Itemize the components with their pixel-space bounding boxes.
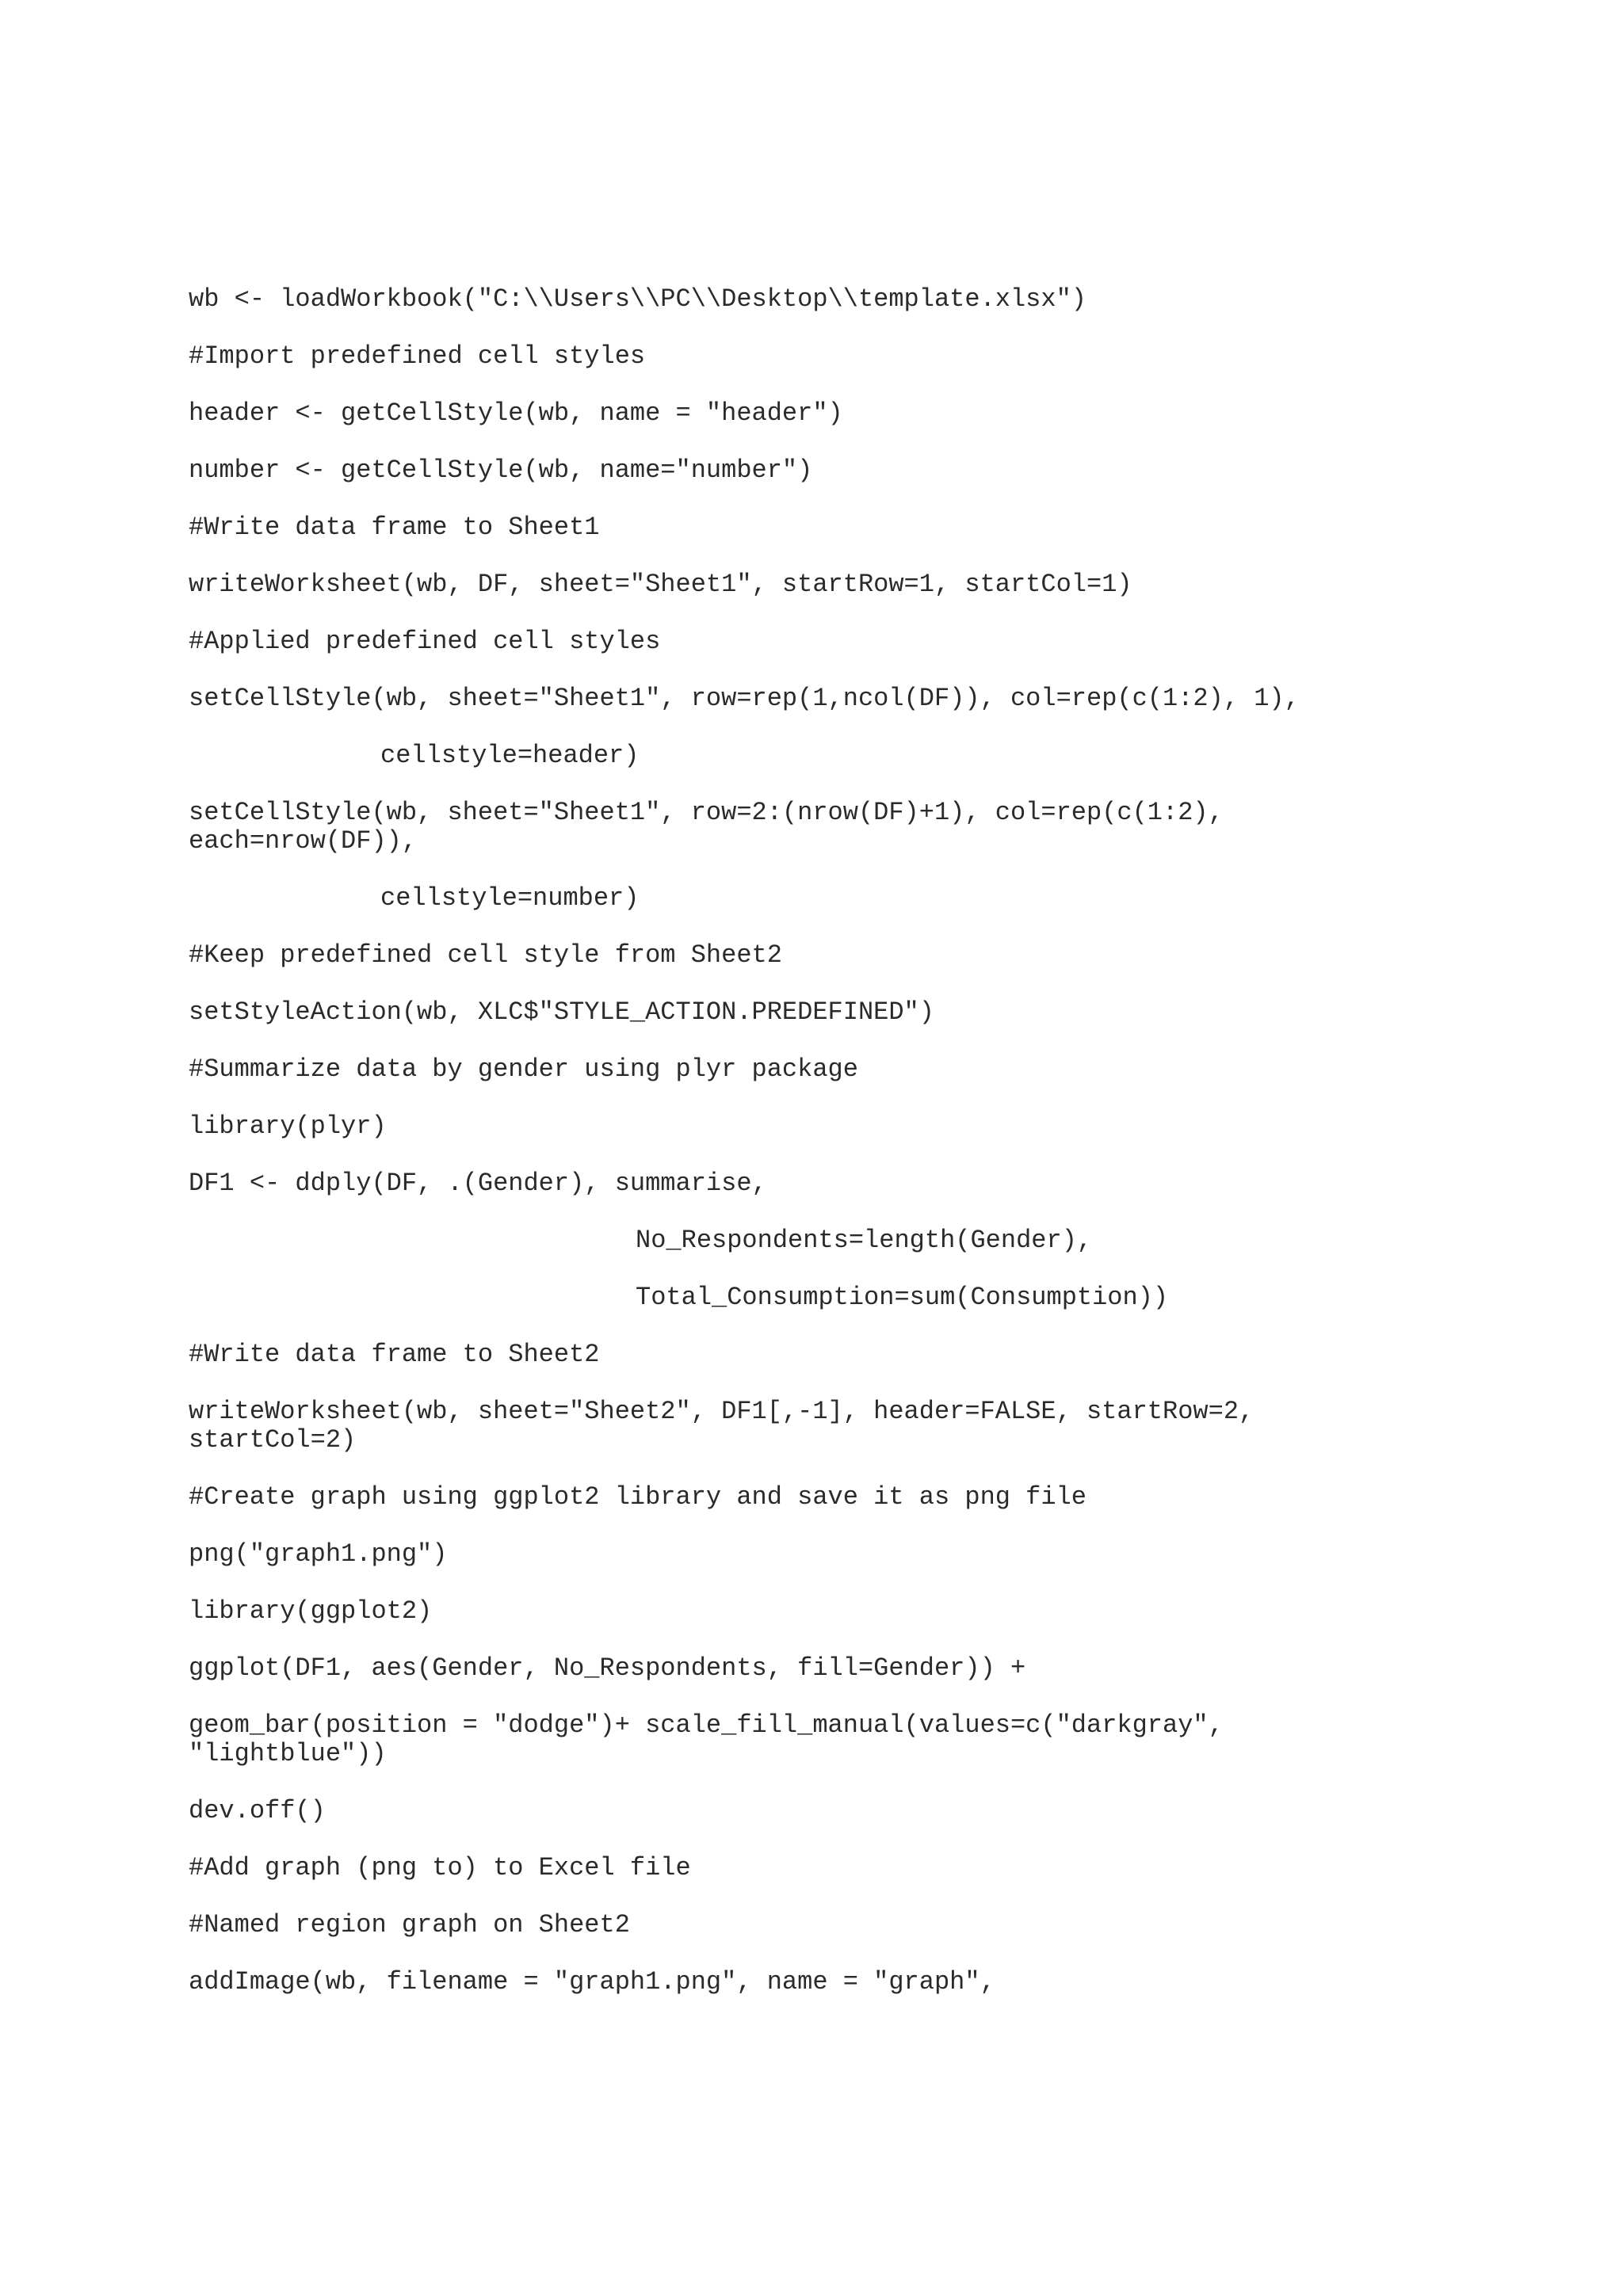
code-line-ggplot: ggplot(DF1, aes(Gender, No_Respondents, fill=Gender)) +	[189, 1653, 1026, 1683]
code-line-cellstyle-number: cellstyle=number)	[380, 883, 640, 913]
comment-named-region: #Named region graph on Sheet2	[189, 1910, 630, 1939]
code-line-load-workbook: wb <- loadWorkbook("C:\\Users\\PC\\Desktop\\template.xlsx")	[189, 284, 1086, 314]
code-listing	[189, 285, 1425, 2025]
comment-write-sheet1: #Write data frame to Sheet1	[189, 513, 600, 542]
code-line-set-cell-style-number: setCellStyle(wb, sheet="Sheet1", row=2:(nrow(DF)+1), col=rep(c(1:2), each=nrow(DF)),	[189, 798, 1239, 856]
code-line-number-style: number <- getCellStyle(wb, name="number")	[189, 456, 813, 485]
code-line-write-worksheet-sheet1: writeWorksheet(wb, DF, sheet="Sheet1", startRow=1, startCol=1)	[189, 570, 1132, 599]
code-line-dev-off: dev.off()	[189, 1796, 326, 1825]
comment-add-graph: #Add graph (png to) to Excel file	[189, 1853, 691, 1882]
code-line-ddply: DF1 <- ddply(DF, .(Gender), summarise,	[189, 1169, 767, 1198]
code-line-total-consumption: Total_Consumption=sum(Consumption))	[636, 1283, 1169, 1312]
code-line-set-style-action: setStyleAction(wb, XLC$"STYLE_ACTION.PREDEFINED")	[189, 997, 934, 1027]
code-line-library-plyr: library(plyr)	[189, 1112, 387, 1141]
code-line-header-style: header <- getCellStyle(wb, name = "header")	[189, 399, 843, 428]
code-line-geom-bar: geom_bar(position = "dodge")+ scale_fill_manual(values=c("darkgray", "lightblue"))	[189, 1711, 1239, 1768]
code-line-set-cell-style-header: setCellStyle(wb, sheet="Sheet1", row=rep(1,ncol(DF)), col=rep(c(1:2), 1),	[189, 684, 1300, 713]
comment-write-sheet2: #Write data frame to Sheet2	[189, 1340, 600, 1369]
code-line-library-ggplot2: library(ggplot2)	[189, 1596, 433, 1626]
comment-create-graph: #Create graph using ggplot2 library and save it as png file	[189, 1482, 1086, 1512]
comment-keep-style: #Keep predefined cell style from Sheet2	[189, 940, 782, 970]
code-line-png: png("graph1.png")	[189, 1539, 448, 1569]
code-line-cellstyle-header: cellstyle=header)	[380, 741, 640, 770]
comment-applied-styles: #Applied predefined cell styles	[189, 627, 661, 656]
code-line-add-image: addImage(wb, filename = "graph1.png", name = "graph",	[189, 1967, 995, 1997]
comment-summarize: #Summarize data by gender using plyr package	[189, 1055, 858, 1084]
code-line-no-respondents: No_Respondents=length(Gender),	[636, 1226, 1093, 1255]
code-line-write-worksheet-sheet2: writeWorksheet(wb, sheet="Sheet2", DF1[,-1], header=FALSE, startRow=2, startCol=2)	[189, 1397, 1270, 1455]
comment-import-styles: #Import predefined cell styles	[189, 341, 646, 371]
